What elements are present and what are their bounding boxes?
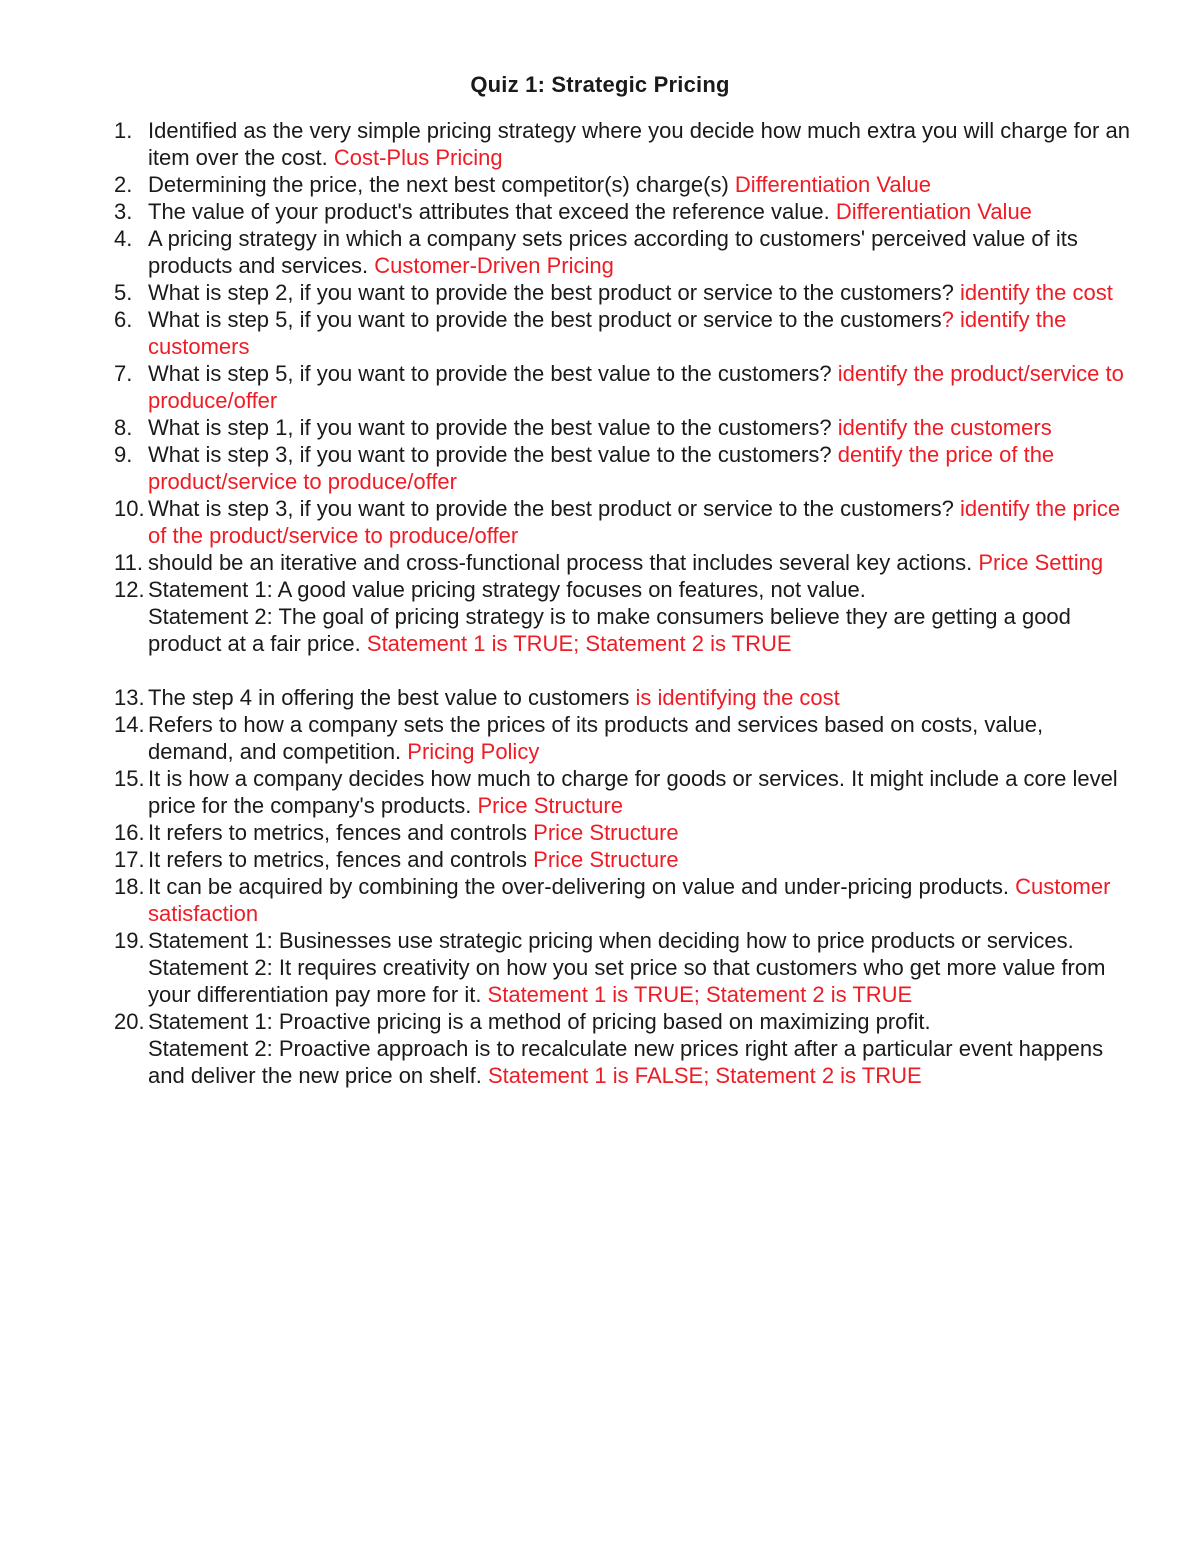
question-text: It refers to metrics, fences and controls [148,820,534,845]
question-text: It can be acquired by combining the over-delivering on value and under-pricing products. [148,874,1016,899]
question-text: A pricing strategy in which a company sets prices according to customers' perceived value of its products and services. [148,226,1078,278]
question-text: What is step 3, if you want to provide the best value to the customers? [148,442,838,467]
question-item [114,198,1134,225]
question-number: 12. [114,577,145,602]
question-number: 9. [114,442,133,467]
question-item [114,495,1134,549]
question-item [114,711,1134,765]
question-item [114,549,1134,576]
question-item [114,414,1134,441]
question-text: should be an iterative and cross-functional process that includes several key actions. [148,550,979,575]
question-text: It refers to metrics, fences and controls [148,847,534,872]
question-item [114,117,1134,171]
question-number: 5. [114,280,133,305]
question-number: 1. [114,118,133,143]
answer-text: Price Structure [477,793,623,818]
answer-text: Differentiation Value [734,172,932,197]
question-number: 3. [114,199,133,224]
answer-text: identify the customers [837,415,1052,440]
question-text-2: Statement 2: It requires creativity on how you set price so that customers who get more value from your differentiation pay more for it. [148,955,1106,1007]
question-item [114,684,1134,711]
question-number: 8. [114,415,133,440]
question-text: What is step 5, if you want to provide the best value to the customers? [148,361,838,386]
question-text: Statement 1: Proactive pricing is a method of pricing based on maximizing profit. [148,1009,931,1034]
question-text: The step 4 in offering the best value to customers [148,685,636,710]
question-text: What is step 2, if you want to provide the best product or service to the customers? [148,280,960,305]
answer-text: identify the product/service to produce/offer [148,361,1124,413]
question-number: 16. [114,820,145,845]
question-number: 6. [114,307,133,332]
question-number: 4. [114,226,133,251]
answer-text: identify the price of the product/service to produce/offer [148,496,1121,548]
answer-text: Differentiation Value [835,199,1032,224]
answer-text: Price Structure [533,820,679,845]
answer-text: dentify the price of the product/service to produce/offer [148,442,1055,494]
question-text: Identified as the very simple pricing strategy where you decide how much extra you will charge for an item over the cost. [148,118,1130,170]
question-number: 15. [114,766,145,791]
question-number: 19. [114,928,145,953]
answer-text: Price Setting [978,550,1104,575]
answer-text: identify the cost [959,280,1113,305]
answer-text: Customer satisfaction [148,874,1111,926]
question-number: 10. [114,496,145,521]
question-item [114,927,1134,1008]
question-item [114,819,1134,846]
answer-text: ? identify the customers [148,307,1067,359]
question-text: Statement 1: Businesses use strategic pricing when deciding how to price products or services. [148,928,1074,953]
question-text: It is how a company decides how much to charge for goods or services. It might include a core level price for the company's products. [148,766,1118,818]
question-item [114,225,1134,279]
question-number: 2. [114,172,133,197]
question-item [114,306,1134,360]
question-text: The value of your product's attributes that exceed the reference value. [148,199,836,224]
question-text: Statement 1: A good value pricing strategy focuses on features, not value. [148,577,866,602]
question-text: Refers to how a company sets the prices of its products and services based on costs, value, demand, and competition. [148,712,1044,764]
question-item [114,279,1134,306]
question-text: Determining the price, the next best competitor(s) charge(s) [148,172,735,197]
question-number: 18. [114,874,145,899]
question-number: 7. [114,361,133,386]
question-number: 20. [114,1009,145,1034]
question-item [114,360,1134,414]
question-item [114,873,1134,927]
page-title: Quiz 1: Strategic Pricing [470,72,730,97]
spacer [114,657,1134,684]
answer-text: Statement 1 is TRUE; Statement 2 is TRUE [487,982,913,1007]
question-text-2: Statement 2: The goal of pricing strategy is to make consumers believe they are getting a good product at a fair price. [148,604,1071,656]
question-text: What is step 5, if you want to provide the best product or service to the customers [148,307,942,332]
question-item [114,846,1134,873]
question-item [114,171,1134,198]
question-number: 17. [114,847,145,872]
question-item [114,765,1134,819]
answer-text: Pricing Policy [407,739,540,764]
question-number: 14. [114,712,145,737]
question-item [114,1008,1134,1089]
question-item [114,576,1134,657]
question-text: What is step 3, if you want to provide the best product or service to the customers? [148,496,960,521]
answer-text: Price Structure [533,847,679,872]
answer-text: Customer-Driven Pricing [374,253,614,278]
answer-text: Statement 1 is FALSE; Statement 2 is TRUE [487,1063,922,1088]
answer-text: Cost-Plus Pricing [333,145,503,170]
answer-text: is identifying the cost [635,685,840,710]
question-number: 13. [114,685,145,710]
question-item [114,441,1134,495]
question-text: What is step 1, if you want to provide the best value to the customers? [148,415,838,440]
question-list [114,117,1134,1089]
question-text-2: Statement 2: Proactive approach is to recalculate new prices right after a particular event happens and deliver the new price on shelf. [148,1036,1104,1088]
question-number: 11. [114,550,143,575]
answer-text: Statement 1 is TRUE; Statement 2 is TRUE [366,631,792,656]
